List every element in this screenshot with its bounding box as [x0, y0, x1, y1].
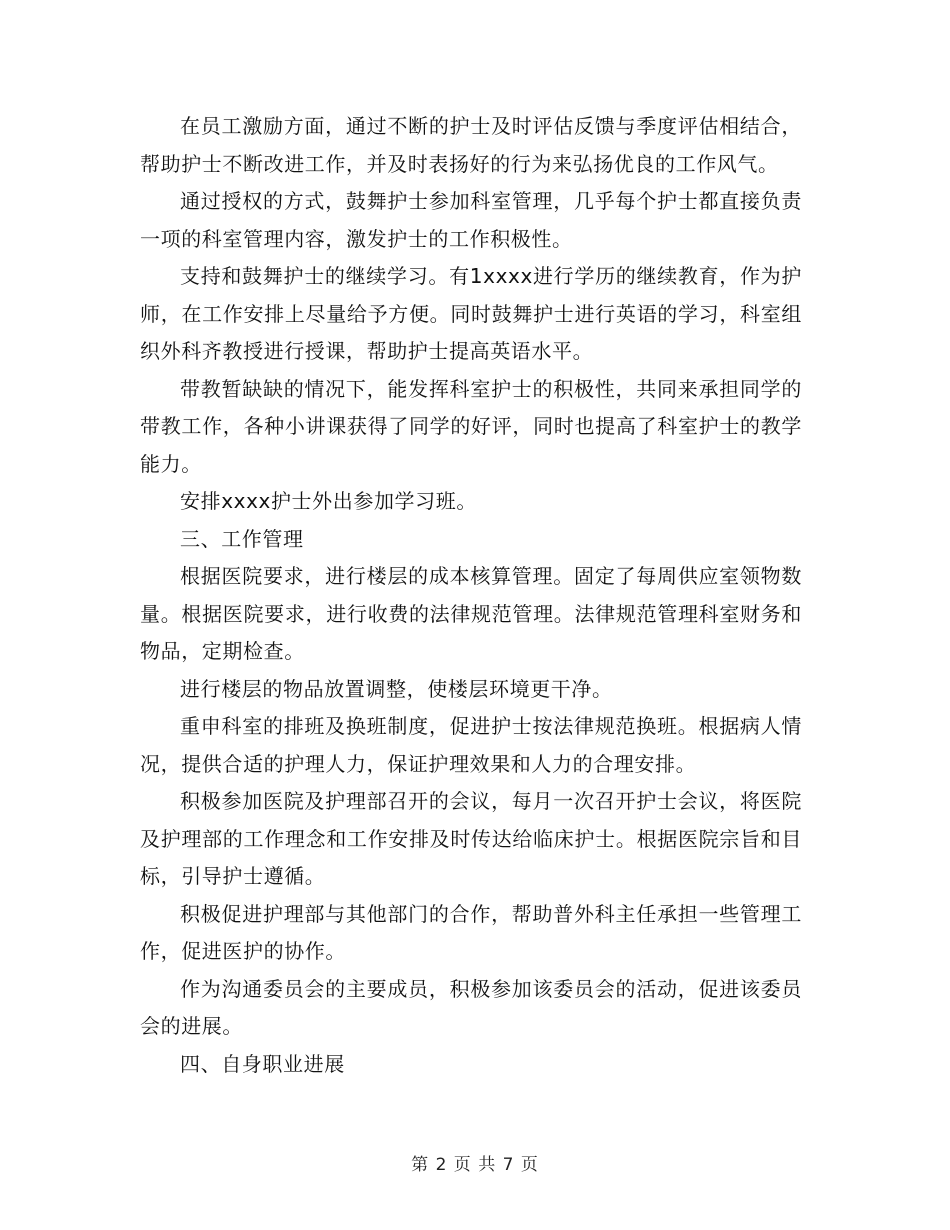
paragraph-scheduling: 重申科室的排班及换班制度，促进护士按法律规范换班。根据病人情况，提供合适的护理人力，保证护理效果和人力的合理安排。: [140, 714, 802, 776]
section-heading-career-development: 四、自身职业进展: [180, 1051, 345, 1076]
paragraph-teaching: 带教暂缺缺的情况下，能发挥科室护士的积极性，共同来承担同学的带教工作，各种小讲课获得了同学的好评，同时也提高了科室护士的教学能力。: [140, 376, 802, 476]
paragraph-meetings: 积极参加医院及护理部召开的会议，每月一次召开护士会议，将医院及护理部的工作理念和工作安排及时传达给临床护士。根据医院宗旨和目标，引导护士遵循。: [140, 789, 802, 888]
page-number-footer: 第 2 页 共 7 页: [411, 1155, 539, 1175]
paragraph-floor-arrangement: 进行楼层的物品放置调整，使楼层环境更干净。: [180, 676, 613, 701]
section-heading-work-management: 三、工作管理: [180, 526, 304, 551]
paragraph-continuing-education: 支持和鼓舞护士的继续学习。有1xxxx进行学历的继续教育，作为护师，在工作安排上尽量给予方便。同时鼓舞护士进行英语的学习，科室组织外科齐教授进行授课，帮助护士提高英语水平。: [140, 264, 802, 363]
paragraph-cooperation: 积极促进护理部与其他部门的合作，帮助普外科主任承担一些管理工作，促进医护的协作。: [140, 901, 802, 963]
document-body: [140, 108, 802, 1083]
paragraph-committee: 作为沟通委员会的主要成员，积极参加该委员会的活动，促进该委员会的进展。: [140, 976, 802, 1038]
paragraph-authorization: 通过授权的方式，鼓舞护士参加科室管理，几乎每个护士都直接负责一项的科室管理内容，激发护士的工作积极性。: [140, 189, 802, 251]
paragraph-training-class: 安排xxxx护士外出参加学习班。: [180, 489, 477, 513]
paragraph-staff-motivation: 在员工激励方面，通过不断的护士及时评估反馈与季度评估相结合，帮助护士不断改进工作，并及时表扬好的行为来弘扬优良的工作风气。: [140, 114, 802, 176]
paragraph-cost-management: 根据医院要求，进行楼层的成本核算管理。固定了每周供应室领物数量。根据医院要求，进行收费的法律规范管理。法律规范管理科室财务和物品，定期检查。: [140, 564, 802, 663]
